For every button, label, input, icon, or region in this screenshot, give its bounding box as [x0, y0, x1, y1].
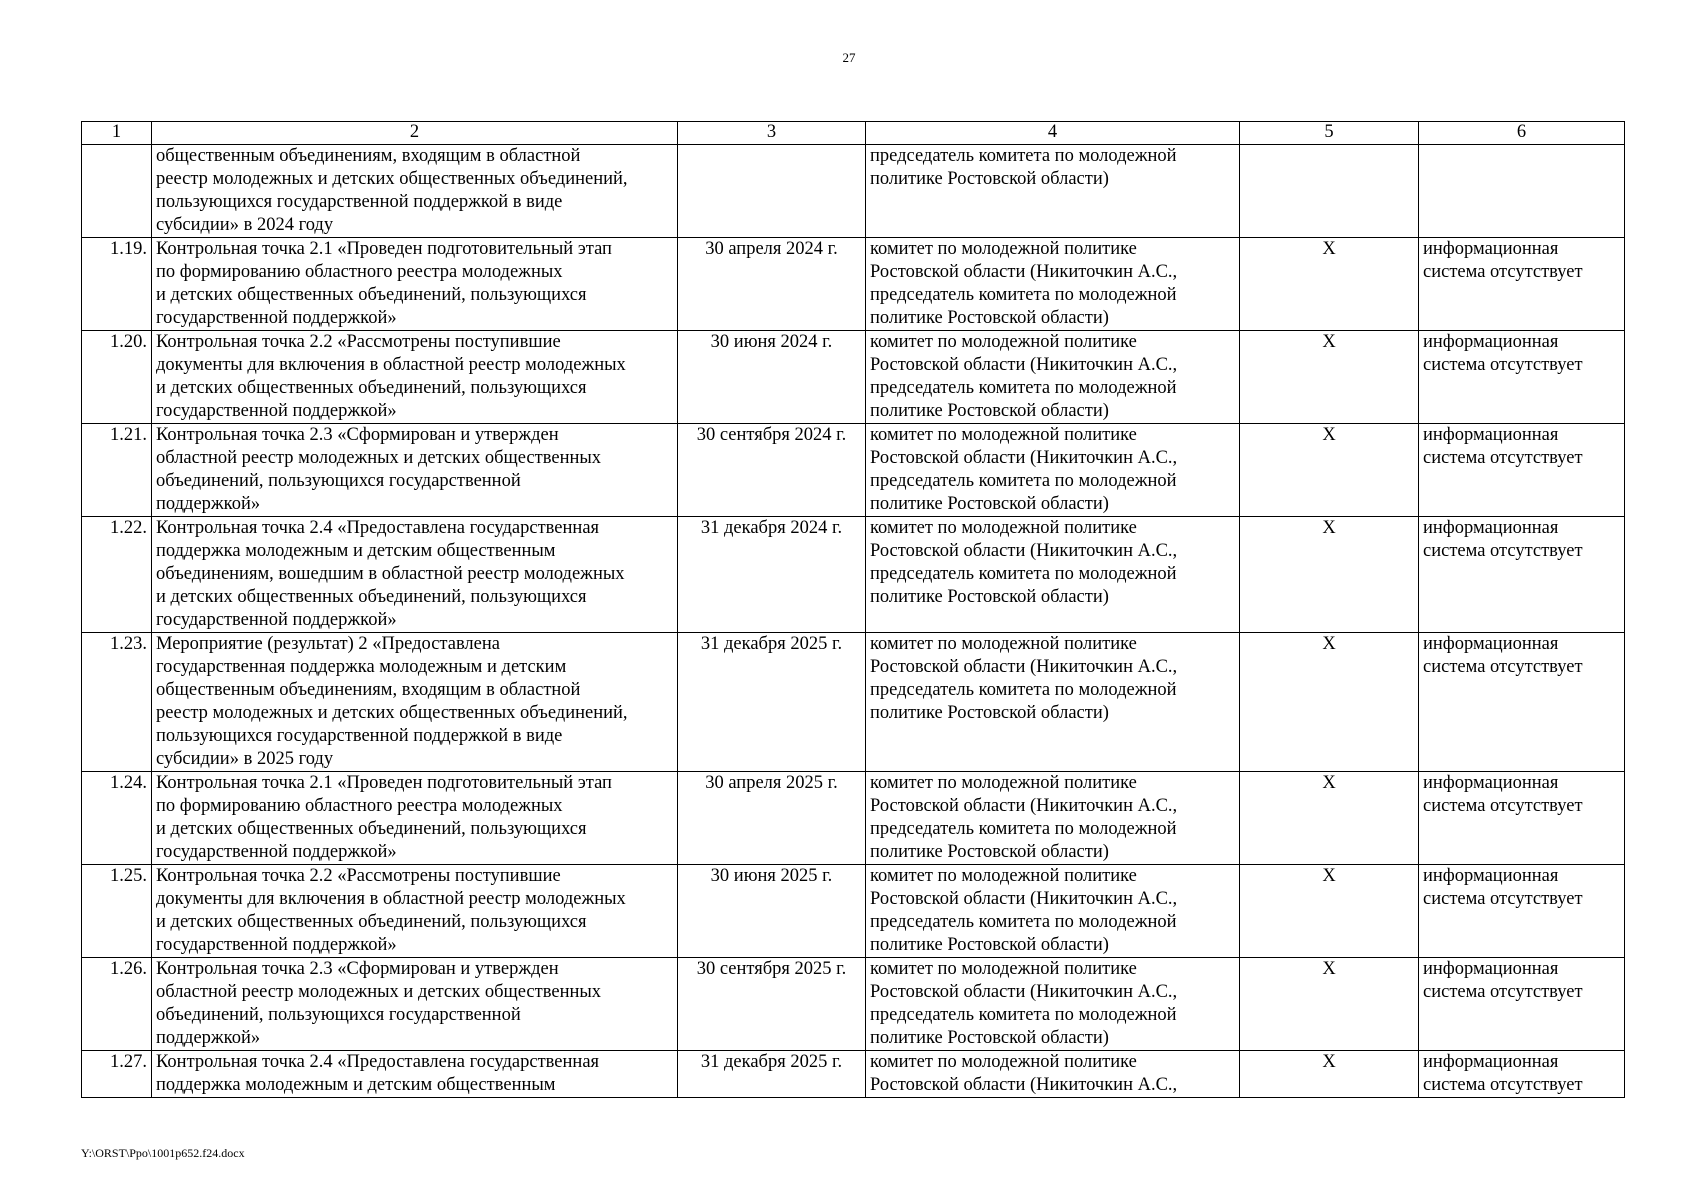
footer-file-path: Y:\ORST\Ppo\1001p652.f24.docx — [81, 1146, 245, 1160]
row-number-cell — [82, 238, 152, 331]
row-number-cell — [82, 1051, 152, 1098]
deadline-date-cell — [678, 517, 866, 633]
event-name-cell — [152, 1051, 678, 1098]
table-row — [82, 772, 1625, 865]
row-number-cell — [82, 331, 152, 424]
information-system: информационная система отсутствует — [1423, 1052, 1583, 1095]
deadline-date-cell — [678, 958, 866, 1051]
mark-cell-cell — [1240, 238, 1419, 331]
event-name-cell — [152, 772, 678, 865]
table-row — [82, 633, 1625, 772]
event-name: Контрольная точка 2.3 «Сформирован и утвержден областной реестр молодежных и детских общественных объединений, пользующихся государственной поддержкой» — [156, 425, 602, 514]
information-system-cell — [1419, 424, 1625, 517]
responsible-executor-cell — [866, 958, 1240, 1051]
mark-cell-cell — [1240, 633, 1419, 772]
row-number: 1.21. — [110, 425, 147, 445]
mark-cell-cell — [1240, 331, 1419, 424]
information-system: информационная система отсутствует — [1423, 518, 1583, 561]
information-system: информационная система отсутствует — [1423, 332, 1583, 375]
event-name: Контрольная точка 2.4 «Предоставлена государственная поддержка молодежным и детским общественным — [156, 1052, 600, 1095]
responsible-executor: комитет по молодежной политике Ростовской области (Никиточкин А.С., председатель комитета по молодежной политике Ростовской области) — [870, 773, 1178, 862]
deadline-date-cell — [678, 865, 866, 958]
information-system: информационная система отсутствует — [1423, 773, 1583, 816]
information-system: информационная система отсутствует — [1423, 239, 1583, 282]
table-row — [82, 424, 1625, 517]
deadline-date: 30 апреля 2024 г. — [705, 239, 838, 259]
deadline-date-cell — [678, 633, 866, 772]
row-number-cell — [82, 865, 152, 958]
table-row — [82, 865, 1625, 958]
event-name-cell — [152, 331, 678, 424]
row-number: 1.27. — [110, 1052, 147, 1072]
responsible-executor-cell — [866, 517, 1240, 633]
row-number: 1.23. — [110, 634, 147, 654]
column-header-4: 4 — [866, 122, 1240, 145]
row-number-cell — [82, 772, 152, 865]
event-name: Контрольная точка 2.4 «Предоставлена государственная поддержка молодежным и детским общественным объединениям, вошедшим в областной реестр молодежных и детских общественных объединений, пользующихся государственной поддержкой» — [156, 518, 625, 630]
deadline-date: 31 декабря 2024 г. — [700, 518, 843, 538]
deadline-date-cell — [678, 238, 866, 331]
event-name: Контрольная точка 2.2 «Рассмотрены поступившие документы для включения в областной реестр молодежных и детских общественных объединений, пользующихся государственной поддержкой» — [156, 332, 626, 421]
row-number-cell — [82, 633, 152, 772]
column-header-1: 1 — [82, 122, 152, 145]
event-name: Контрольная точка 2.2 «Рассмотрены поступившие документы для включения в областной реестр молодежных и детских общественных объединений, пользующихся государственной поддержкой» — [156, 866, 626, 955]
deadline-date: 30 сентября 2025 г. — [696, 959, 847, 979]
mark-cell: X — [1322, 634, 1336, 654]
column-header-3: 3 — [678, 122, 866, 145]
deadline-date: 31 декабря 2025 г. — [700, 634, 843, 654]
row-number-cell — [82, 517, 152, 633]
mark-cell-cell — [1240, 1051, 1419, 1098]
responsible-executor: комитет по молодежной политике Ростовской области (Никиточкин А.С., председатель комитета по молодежной политике Ростовской области) — [870, 425, 1178, 514]
deadline-date-cell — [678, 424, 866, 517]
information-system: информационная система отсутствует — [1423, 634, 1583, 677]
responsible-executor-cell — [866, 865, 1240, 958]
event-name: Контрольная точка 2.1 «Проведен подготовительный этап по формированию областного реестра молодежных и детских общественных объединений, пользующихся государственной поддержкой» — [156, 239, 612, 328]
row-number: 1.20. — [110, 332, 147, 352]
responsible-executor-cell — [866, 331, 1240, 424]
table-row — [82, 958, 1625, 1051]
mark-cell-cell — [1240, 145, 1419, 238]
table-row — [82, 1051, 1625, 1098]
responsible-executor: комитет по молодежной политике Ростовской области (Никиточкин А.С., председатель комитета по молодежной политике Ростовской области) — [870, 634, 1178, 723]
responsible-executor: председатель комитета по молодежной политике Ростовской области) — [870, 146, 1177, 189]
row-number-cell — [82, 958, 152, 1051]
mark-cell: X — [1322, 866, 1336, 886]
event-name-cell — [152, 633, 678, 772]
page-number: 27 — [842, 50, 856, 65]
deadline-date: 30 июня 2025 г. — [710, 866, 833, 886]
mark-cell-cell — [1240, 958, 1419, 1051]
responsible-executor-cell — [866, 1051, 1240, 1098]
column-header-2: 2 — [152, 122, 678, 145]
deadline-date-cell — [678, 331, 866, 424]
event-name-cell — [152, 865, 678, 958]
mark-cell: X — [1322, 239, 1336, 259]
table-row — [82, 517, 1625, 633]
deadline-date: 30 апреля 2025 г. — [705, 773, 838, 793]
mark-cell: X — [1322, 1052, 1336, 1072]
event-name-cell — [152, 145, 678, 238]
responsible-executor: комитет по молодежной политике Ростовской области (Никиточкин А.С., председатель комитета по молодежной политике Ростовской области) — [870, 518, 1178, 607]
responsible-executor-cell — [866, 633, 1240, 772]
responsible-executor: комитет по молодежной политике Ростовской области (Никиточкин А.С., председатель комитета по молодежной политике Ростовской области) — [870, 959, 1178, 1048]
responsible-executor: комитет по молодежной политике Ростовской области (Никиточкин А.С., председатель комитета по молодежной политике Ростовской области) — [870, 332, 1178, 421]
document-table — [81, 121, 1625, 1098]
mark-cell-cell — [1240, 772, 1419, 865]
information-system-cell — [1419, 145, 1625, 238]
table-row — [82, 238, 1625, 331]
information-system-cell — [1419, 331, 1625, 424]
information-system-cell — [1419, 517, 1625, 633]
mark-cell-cell — [1240, 517, 1419, 633]
event-name-cell — [152, 958, 678, 1051]
information-system: информационная система отсутствует — [1423, 866, 1583, 909]
information-system-cell — [1419, 958, 1625, 1051]
mark-cell: X — [1322, 425, 1336, 445]
row-number: 1.22. — [110, 518, 147, 538]
information-system: информационная система отсутствует — [1423, 425, 1583, 468]
row-number: 1.24. — [110, 773, 147, 793]
table-header-row — [82, 122, 1625, 145]
responsible-executor-cell — [866, 145, 1240, 238]
row-number: 1.25. — [110, 866, 147, 886]
mark-cell: X — [1322, 518, 1336, 538]
deadline-date-cell — [678, 772, 866, 865]
responsible-executor-cell — [866, 238, 1240, 331]
mark-cell: X — [1322, 332, 1336, 352]
event-name: общественным объединениям, входящим в областной реестр молодежных и детских общественных объединений, пользующихся государственной поддержкой в виде субсидии» в 2024 году — [156, 146, 628, 235]
column-header-6: 6 — [1419, 122, 1625, 145]
deadline-date: 30 июня 2024 г. — [710, 332, 833, 352]
event-name: Контрольная точка 2.1 «Проведен подготовительный этап по формированию областного реестра молодежных и детских общественных объединений, пользующихся государственной поддержкой» — [156, 773, 612, 862]
row-number: 1.26. — [110, 959, 147, 979]
deadline-date: 31 декабря 2025 г. — [700, 1052, 843, 1072]
responsible-executor-cell — [866, 424, 1240, 517]
column-header-5: 5 — [1240, 122, 1419, 145]
responsible-executor: комитет по молодежной политике Ростовской области (Никиточкин А.С., — [870, 1052, 1178, 1095]
deadline-date: 30 сентября 2024 г. — [696, 425, 847, 445]
mark-cell-cell — [1240, 865, 1419, 958]
information-system: информационная система отсутствует — [1423, 959, 1583, 1002]
information-system-cell — [1419, 633, 1625, 772]
event-name: Контрольная точка 2.3 «Сформирован и утвержден областной реестр молодежных и детских общественных объединений, пользующихся государственной поддержкой» — [156, 959, 602, 1048]
table-row — [82, 331, 1625, 424]
row-number-cell — [82, 424, 152, 517]
event-name-cell — [152, 238, 678, 331]
responsible-executor-cell — [866, 772, 1240, 865]
row-number-cell — [82, 145, 152, 238]
information-system-cell — [1419, 772, 1625, 865]
mark-cell: X — [1322, 773, 1336, 793]
deadline-date-cell — [678, 1051, 866, 1098]
event-name-cell — [152, 517, 678, 633]
mark-cell-cell — [1240, 424, 1419, 517]
information-system-cell — [1419, 238, 1625, 331]
information-system-cell — [1419, 865, 1625, 958]
responsible-executor: комитет по молодежной политике Ростовской области (Никиточкин А.С., председатель комитета по молодежной политике Ростовской области) — [870, 866, 1178, 955]
information-system-cell — [1419, 1051, 1625, 1098]
event-name: Мероприятие (результат) 2 «Предоставлена государственная поддержка молодежным и детским общественным объединениям, входящим в областной реестр молодежных и детских общественных объединений, пользующихся государственной поддержкой в виде субсидии» в 2025 году — [156, 634, 628, 769]
event-name-cell — [152, 424, 678, 517]
deadline-date-cell — [678, 145, 866, 238]
responsible-executor: комитет по молодежной политике Ростовской области (Никиточкин А.С., председатель комитета по молодежной политике Ростовской области) — [870, 239, 1178, 328]
table-row — [82, 145, 1625, 238]
mark-cell: X — [1322, 959, 1336, 979]
row-number: 1.19. — [110, 239, 147, 259]
